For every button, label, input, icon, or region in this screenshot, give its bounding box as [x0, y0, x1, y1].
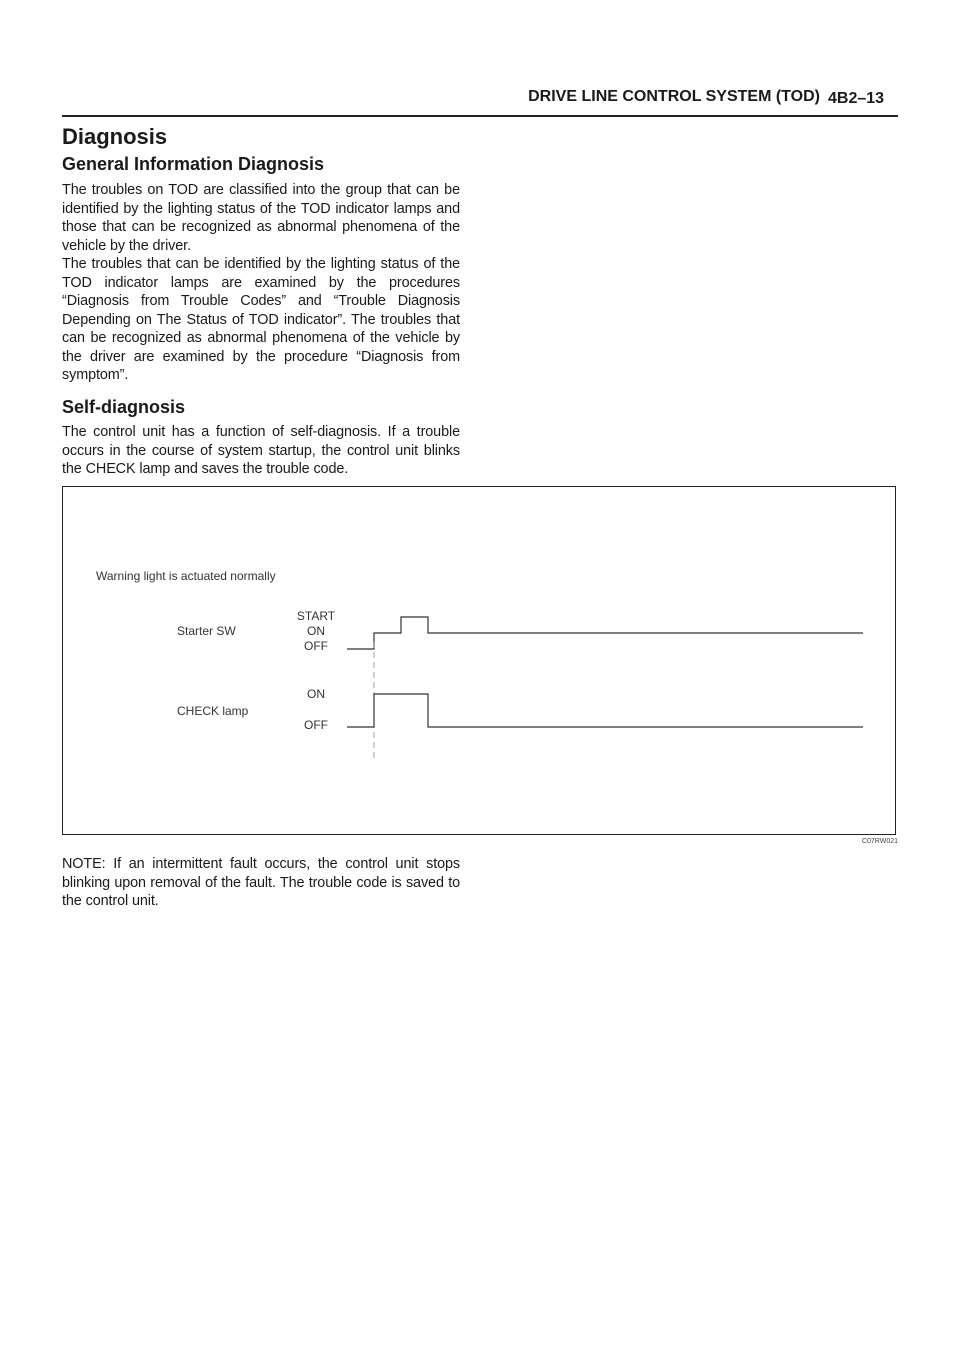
general-info-paragraph-2: The troubles that can be identified by the lighting status of the TOD indicator lamps are examined by the procedures “Diagnosis from Trouble Codes” and “Trouble Diagnosis Depending on The Status of TOD indicator”. The troubles that can be recognized as abnormal phenomena of the vehicle by the driver are examined by the procedure “Diagnosis from symptom”.	[62, 256, 460, 383]
starter-start-label: START	[296, 609, 336, 623]
starter-off-label: OFF	[304, 639, 328, 653]
self-diagnosis-paragraph: The control unit has a function of self-diagnosis. If a trouble occurs in the course of system startup, the control unit blinks the CHECK lamp and saves the trouble code.	[62, 424, 460, 477]
check-on-label: ON	[307, 687, 325, 701]
figure-code: C07RW021	[861, 838, 898, 845]
check-off-label: OFF	[304, 718, 328, 732]
header-rule	[62, 115, 898, 117]
self-diagnosis-heading: Self-diagnosis	[62, 397, 186, 417]
page-header-title: DRIVE LINE CONTROL SYSTEM (TOD)	[528, 88, 820, 105]
starter-sw-waveform	[347, 617, 863, 649]
timing-diagram-svg	[63, 487, 897, 836]
general-info-heading: General Information Diagnosis	[62, 154, 325, 174]
check-lamp-label: CHECK lamp	[177, 704, 249, 718]
section-title: Diagnosis	[62, 124, 168, 149]
check-lamp-waveform	[347, 694, 863, 727]
diagram-caption: Warning light is actuated normally	[96, 569, 276, 583]
starter-sw-label: Starter SW	[177, 624, 236, 638]
note-paragraph: NOTE: If an intermittent fault occurs, the control unit stops blinking upon removal of the fault. The trouble code is saved to the control unit.	[62, 856, 460, 909]
page-number: 4B2–13	[828, 90, 885, 107]
starter-on-label: ON	[307, 624, 325, 638]
timing-diagram	[62, 486, 896, 835]
general-info-paragraph-1: The troubles on TOD are classified into the group that can be identified by the lighting status of the TOD indicator lamps and those that can be recognized as abnormal phenomena of the vehicle by the driver.	[62, 182, 460, 254]
